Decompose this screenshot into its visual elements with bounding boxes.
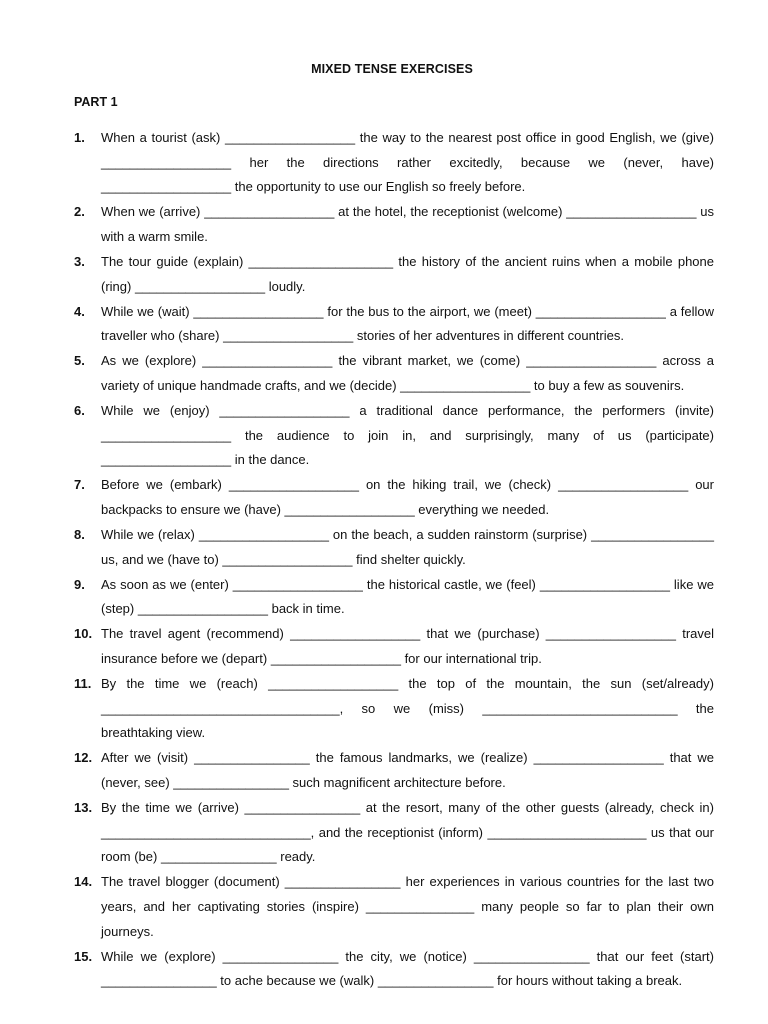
exercise-text: While we (enjoy) __________________ a traditional dance performance, the performers (invite) __________________ the audience to join in, and surprisingly, many of us (participate) __________________ in the dance. <box>101 403 714 468</box>
exercise-item <box>74 349 714 398</box>
exercise-item <box>74 945 714 994</box>
exercise-text: While we (relax) __________________ on the beach, a sudden rainstorm (surprise) _________________ us, and we (have to) __________________ find shelter quickly. <box>101 527 714 567</box>
exercise-text: Before we (embark) __________________ on the hiking trail, we (check) __________________ our backpacks to ensure we (have) __________________ everything we needed. <box>101 477 714 517</box>
exercise-item <box>74 573 714 622</box>
exercise-item <box>74 399 714 473</box>
exercise-number: 4. <box>74 303 85 319</box>
exercise-number: 2. <box>74 204 85 220</box>
exercise-text: When a tourist (ask) __________________ the way to the nearest post office in good English, we (give) __________________ her the directions rather excitedly, because we (never, have) __________________ the opportunity to use our English so freely before. <box>101 130 714 195</box>
exercise-item <box>74 796 714 870</box>
exercise-item <box>74 746 714 795</box>
exercise-text: After we (visit) ________________ the famous landmarks, we (realize) __________________ that we (never, see) ________________ such magnificent architecture before. <box>101 750 714 790</box>
exercise-text: As we (explore) __________________ the vibrant market, we (come) __________________ across a variety of unique handmade crafts, and we (decide) __________________ to buy a few as souvenirs. <box>101 353 714 393</box>
exercise-item <box>74 250 714 299</box>
exercise-item <box>74 200 714 249</box>
exercise-number: 9. <box>74 576 85 592</box>
part-heading: PART 1 <box>74 95 118 109</box>
exercise-number: 6. <box>74 403 85 419</box>
exercise-number: 15. <box>74 948 93 964</box>
exercise-number: 10. <box>74 626 93 642</box>
exercise-number: 13. <box>74 800 93 816</box>
exercise-item <box>74 672 714 746</box>
exercise-item <box>74 523 714 572</box>
exercise-item <box>74 300 714 349</box>
exercise-number: 14. <box>74 874 93 890</box>
exercise-item <box>74 622 714 671</box>
exercise-item <box>74 126 714 200</box>
worksheet-title: MIXED TENSE EXERCISES <box>311 62 473 76</box>
exercise-number: 12. <box>74 750 93 766</box>
exercise-text: While we (wait) __________________ for the bus to the airport, we (meet) __________________ a fellow traveller who (share) __________________ stories of her adventures in different countries. <box>101 303 714 344</box>
exercise-number: 5. <box>74 353 85 369</box>
exercise-text: The travel agent (recommend) __________________ that we (purchase) __________________ travel insurance before we (depart) __________________ for our international trip. <box>101 626 714 666</box>
exercise-text: By the time we (arrive) ________________ at the resort, many of the other guests (already, check in) _____________________________, and the receptionist (inform) ______________________ us that our room (be) ________________ ready. <box>101 800 714 865</box>
exercise-number: 7. <box>74 477 85 493</box>
exercise-text: By the time we (reach) __________________ the top of the mountain, the sun (set/already) _________________________________, so we (miss) ___________________________ the breathtaking view. <box>101 676 714 741</box>
exercise-number: 11. <box>74 676 92 692</box>
exercise-text: As soon as we (enter) __________________ the historical castle, we (feel) __________________ like we (step) __________________ back in time. <box>101 576 714 617</box>
exercise-item <box>74 870 714 944</box>
exercise-item <box>74 473 714 522</box>
exercise-list <box>74 126 714 994</box>
exercise-text: The tour guide (explain) ____________________ the history of the ancient ruins when a mobile phone (ring) __________________ loudly. <box>101 253 714 294</box>
exercise-text: While we (explore) ________________ the city, we (notice) ________________ that our feet (start) ________________ to ache because we (walk) ________________ for hours without taking a break. <box>101 948 714 989</box>
exercise-number: 3. <box>74 253 85 269</box>
exercise-text: The travel blogger (document) ________________ her experiences in various countries for the last two years, and her captivating stories (inspire) _______________ many people so far to plan their own journeys. <box>101 874 714 939</box>
exercise-number: 8. <box>74 527 85 542</box>
exercise-text: When we (arrive) __________________ at the hotel, the receptionist (welcome) __________________ us with a warm smile. <box>101 204 714 244</box>
exercise-number: 1. <box>74 130 85 145</box>
